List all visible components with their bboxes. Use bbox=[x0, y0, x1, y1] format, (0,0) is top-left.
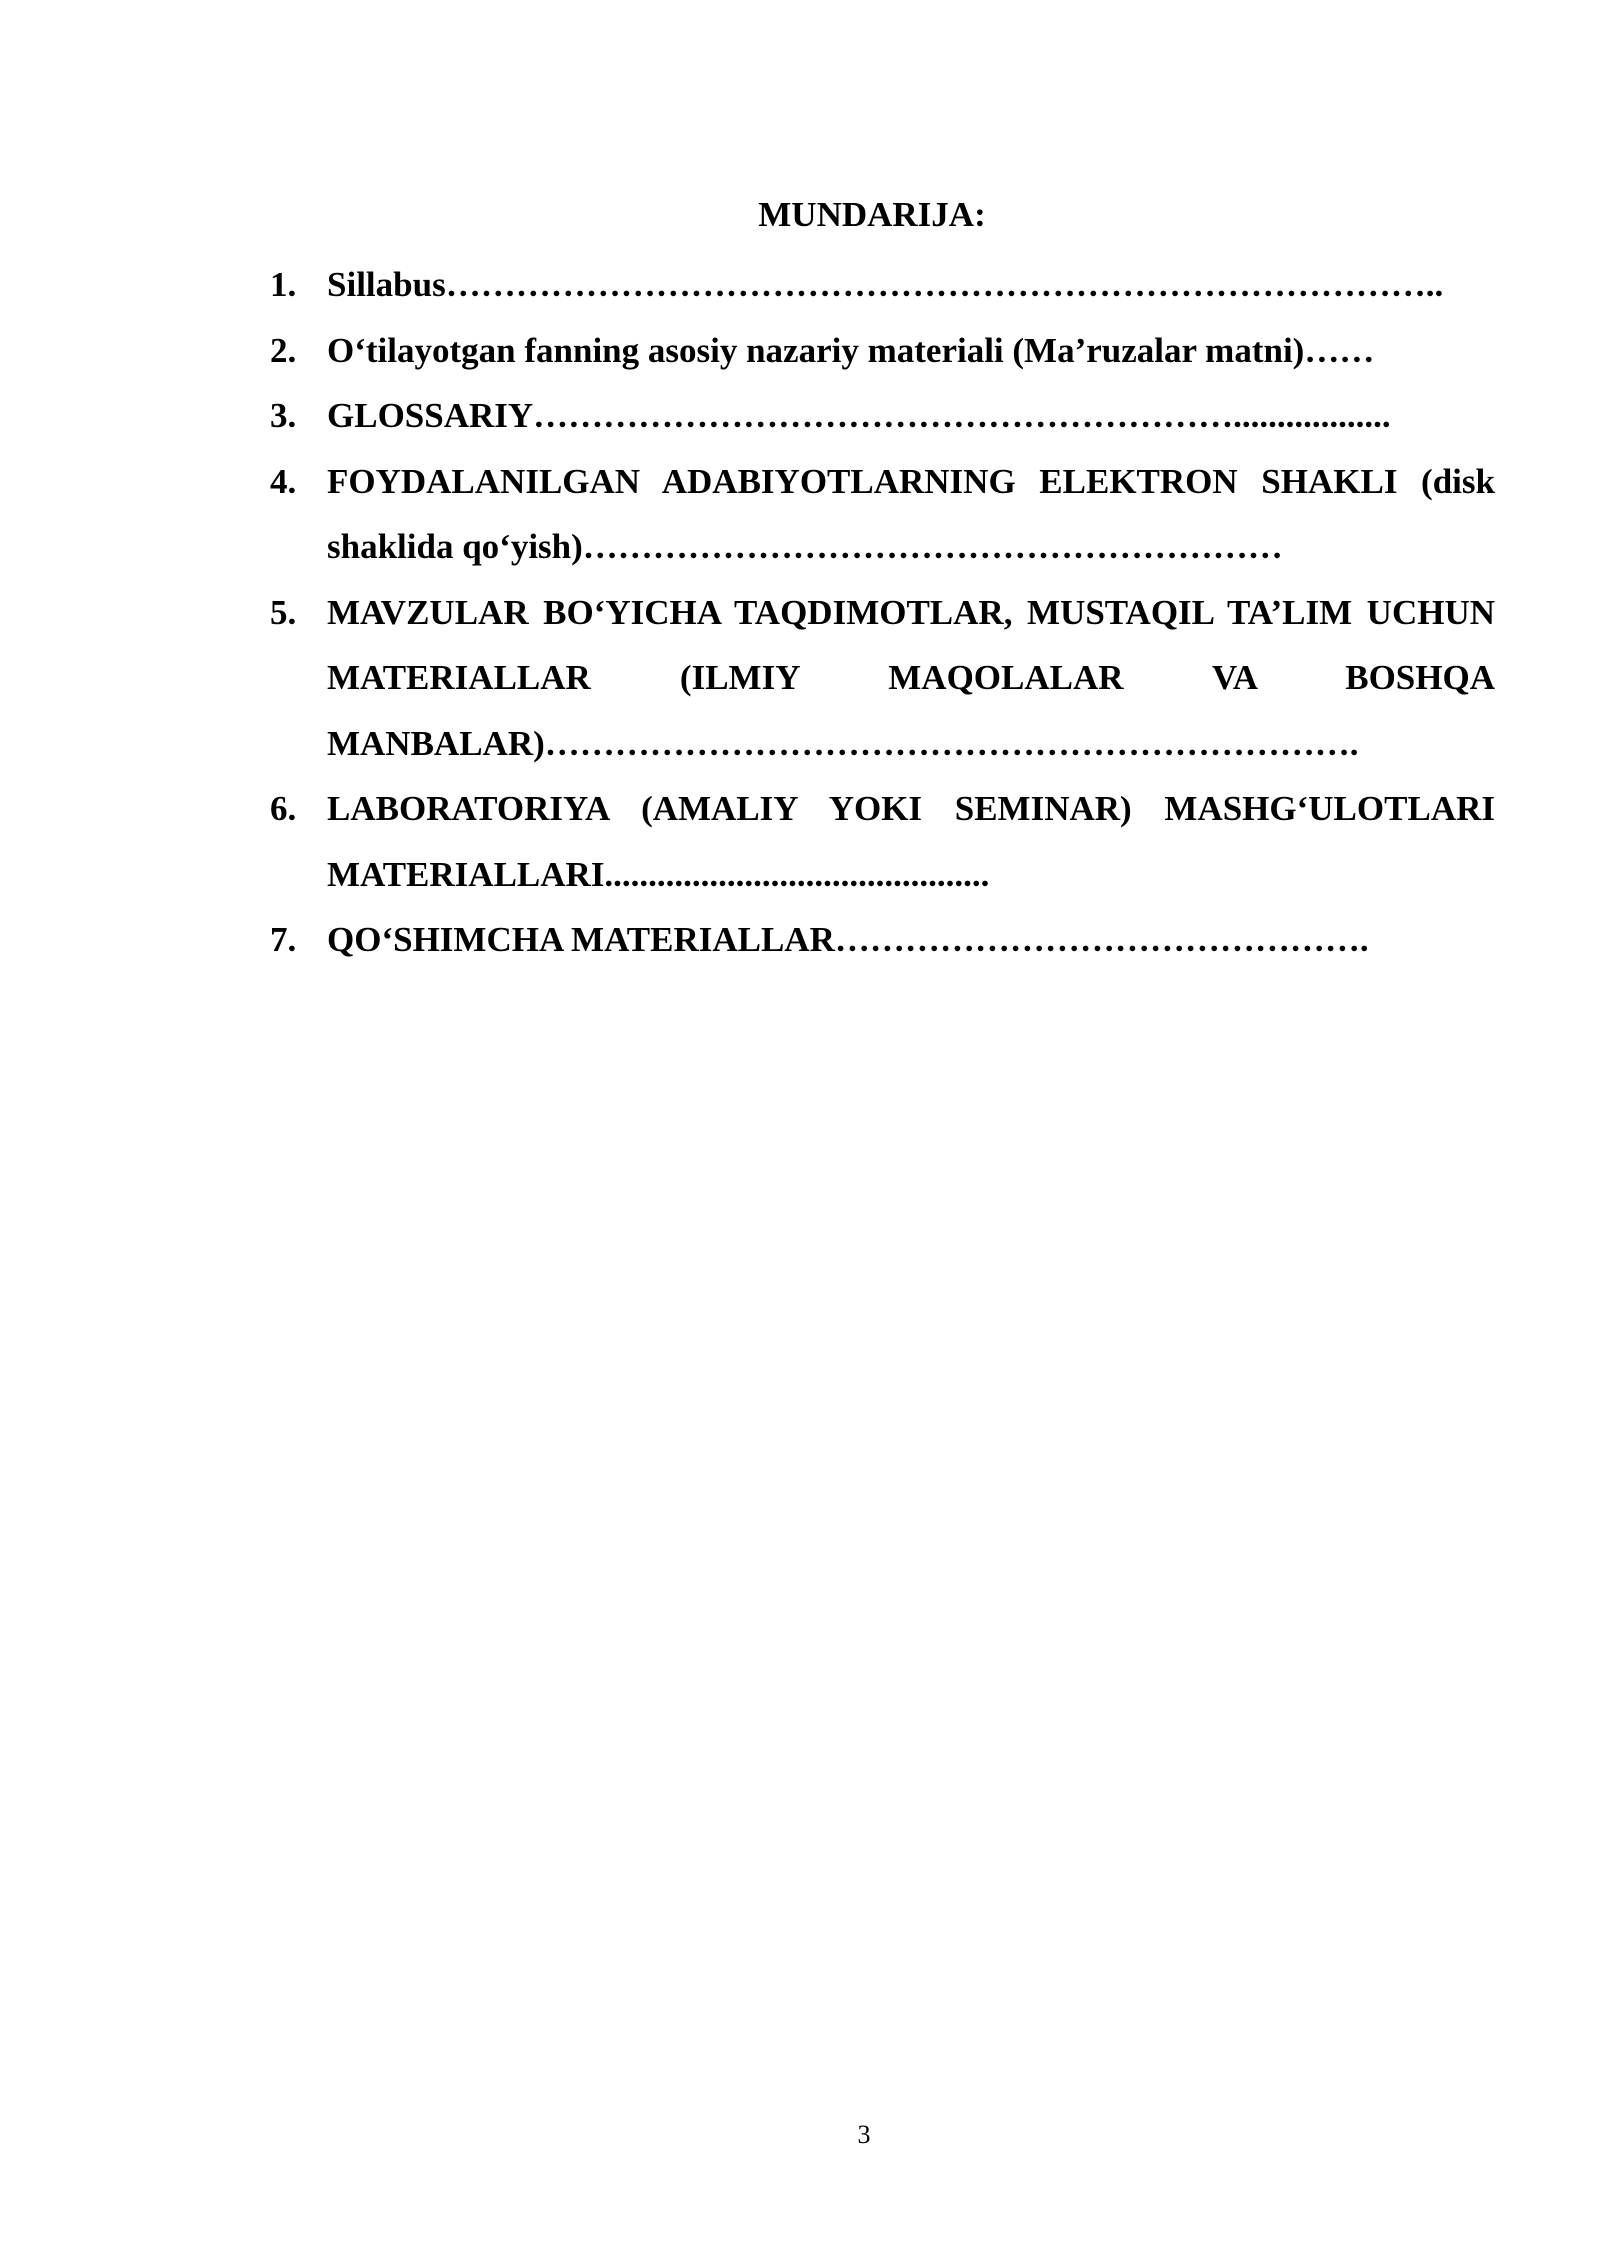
toc-item bbox=[270, 383, 1495, 449]
toc-item-text: GLOSSARIY…………………………………………………….................. bbox=[327, 396, 1391, 435]
toc-item bbox=[270, 318, 1495, 384]
toc-item-number: 2. bbox=[270, 330, 297, 370]
toc-item-text: MAVZULAR BO‘YICHA TAQDIMOTLAR, MUSTAQIL TA’LIM UCHUN MATERIALLAR (ILMIY MAQOLALAR VA BOSHQA MANBALAR)……………………………………………………………. bbox=[327, 592, 1495, 763]
toc-item bbox=[270, 252, 1495, 318]
toc-item-number: 7. bbox=[270, 920, 297, 959]
toc-item-text: LABORATORIYA (AMALIY YOKI SEMINAR) MASHG‘ULOTLARI MATERIALLARI............................................ bbox=[327, 789, 1495, 894]
toc-item bbox=[270, 580, 1495, 777]
toc-item bbox=[270, 776, 1495, 907]
toc-item bbox=[270, 907, 1495, 973]
toc-item-number: 4. bbox=[270, 461, 297, 501]
toc-item bbox=[270, 449, 1495, 580]
toc-item-number: 3. bbox=[270, 396, 297, 435]
page-number: 3 bbox=[857, 2120, 871, 2149]
toc-item-number: 5. bbox=[270, 592, 297, 632]
toc-item-text: Sillabus………………………………………………………………………….. bbox=[327, 265, 1444, 304]
toc-item-number: 6. bbox=[270, 789, 297, 828]
toc-item-text: FOYDALANILGAN ADABIYOTLARNING ELEKTRON SHAKLI (disk shaklida qo‘yish)…………………………………………………… bbox=[327, 461, 1495, 566]
toc-item-number: 1. bbox=[270, 265, 297, 304]
toc-item-text: O‘tilayotgan fanning asosiy nazariy materiali (Ma’ruzalar matni)…… bbox=[327, 330, 1375, 370]
table-of-contents bbox=[270, 252, 1495, 973]
page-title: MUNDARIJA: bbox=[758, 195, 986, 234]
toc-item-text: QO‘SHIMCHA MATERIALLAR………………………………………. bbox=[327, 920, 1369, 959]
